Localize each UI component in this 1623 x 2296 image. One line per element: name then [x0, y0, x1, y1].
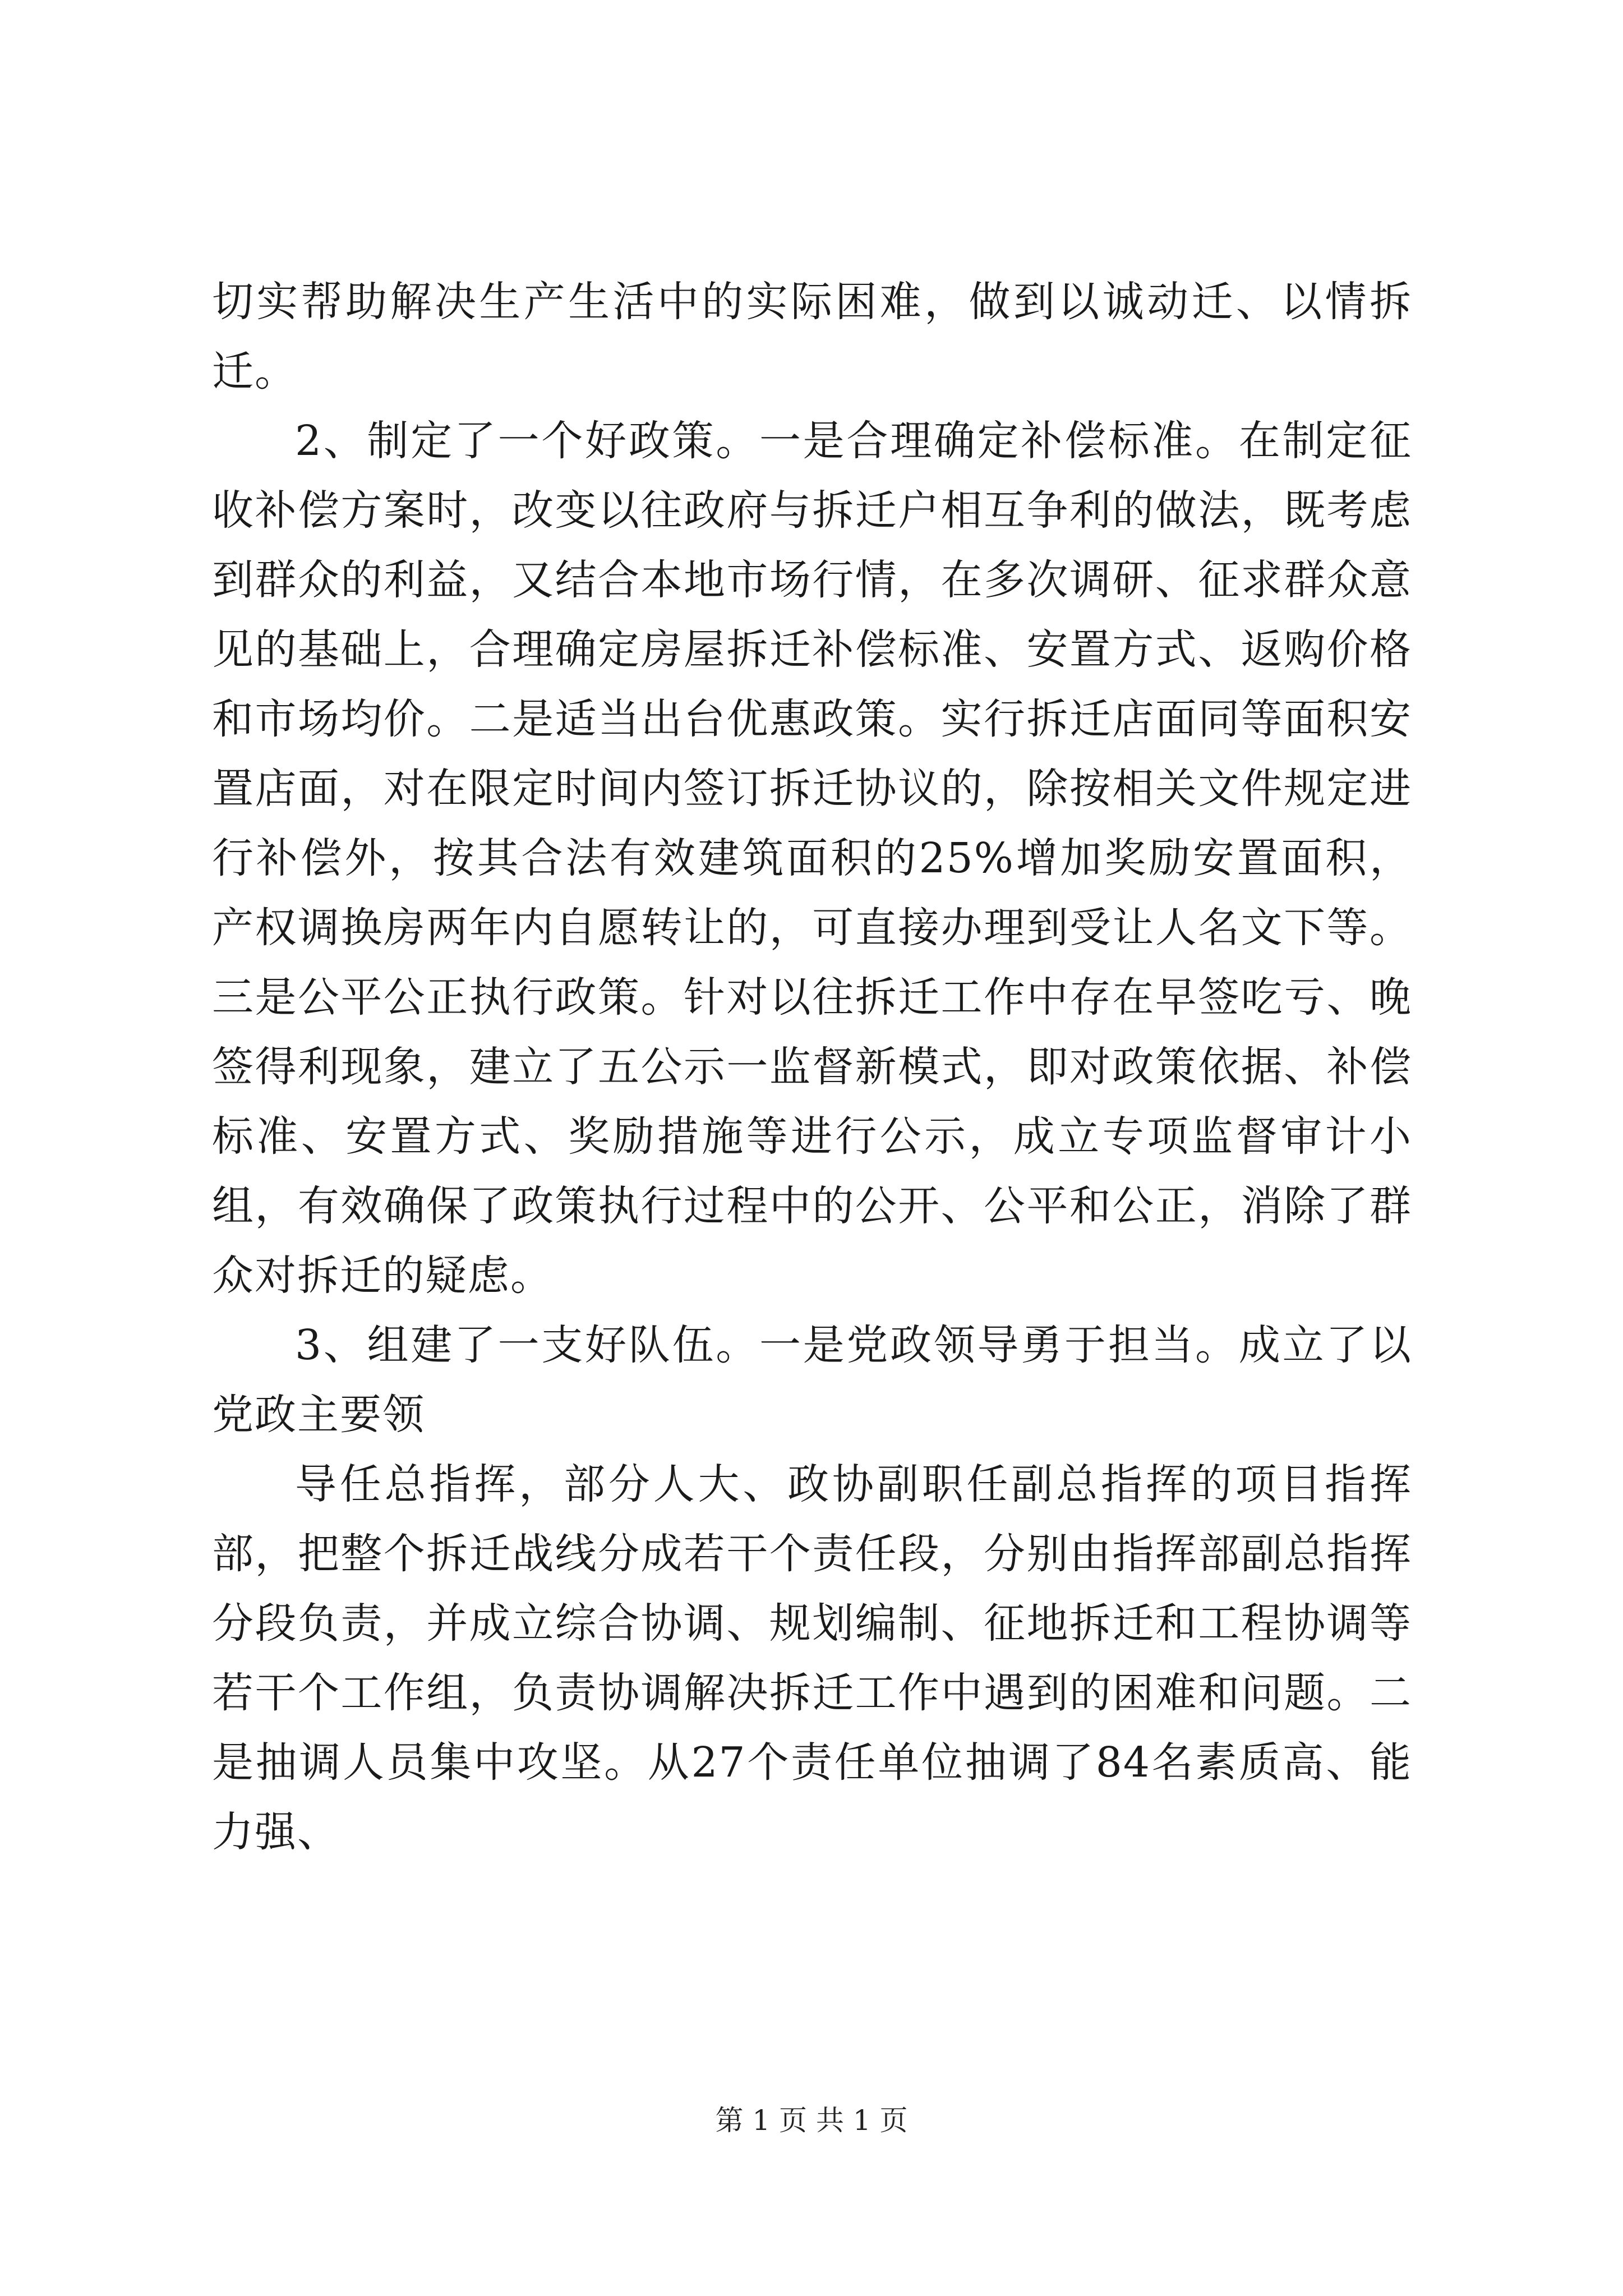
document-body — [212, 267, 1412, 1867]
paragraph-3: 3、组建了一支好队伍。一是党政领导勇于担当。成立了以党政主要领 — [212, 1321, 1412, 1439]
paragraph-4: 导任总指挥，部分人大、政协副职任副总指挥的项目指挥部，把整个拆迁战线分成若干个责任段，分别由指挥部副总指挥分段负责，并成立综合协调、规划编制、征地拆迁和工程协调等若干个工作组，负责协调解决拆迁工作中遇到的困难和问题。二是抽调人员集中攻坚。从27个责任单位抽调了84名素质高、能力强、 — [212, 1460, 1412, 1856]
page-footer: 第 1 页 共 1 页 — [715, 2104, 908, 2137]
paragraph-1: 切实帮助解决生产生活中的实际困难，做到以诚动迁、以情拆迁。 — [212, 278, 1412, 395]
paragraph-2: 2、制定了一个好政策。一是合理确定补偿标准。在制定征收补偿方案时，改变以往政府与拆迁户相互争利的做法，既考虑到群众的利益，又结合本地市场行情，在多次调研、征求群众意见的基础上，合理确定房屋拆迁补偿标准、安置方式、返购价格和市场均价。二是适当出台优惠政策。实行拆迁店面同等面积安置店面，对在限定时间内签订拆迁协议的，除按相关文件规定进行补偿外，按其合法有效建筑面积的25%增加奖励安置面积，产权调换房两年内自愿转让的，可直接办理到受让人名文下等。三是公平公正执行政策。针对以往拆迁工作中存在早签吃亏、晚签得利现象，建立了五公示一监督新模式，即对政策依据、补偿标准、安置方式、奖励措施等进行公示，成立专项监督审计小组，有效确保了政策执行过程中的公开、公平和公正，消除了群众对拆迁的疑虑。 — [212, 417, 1412, 1300]
